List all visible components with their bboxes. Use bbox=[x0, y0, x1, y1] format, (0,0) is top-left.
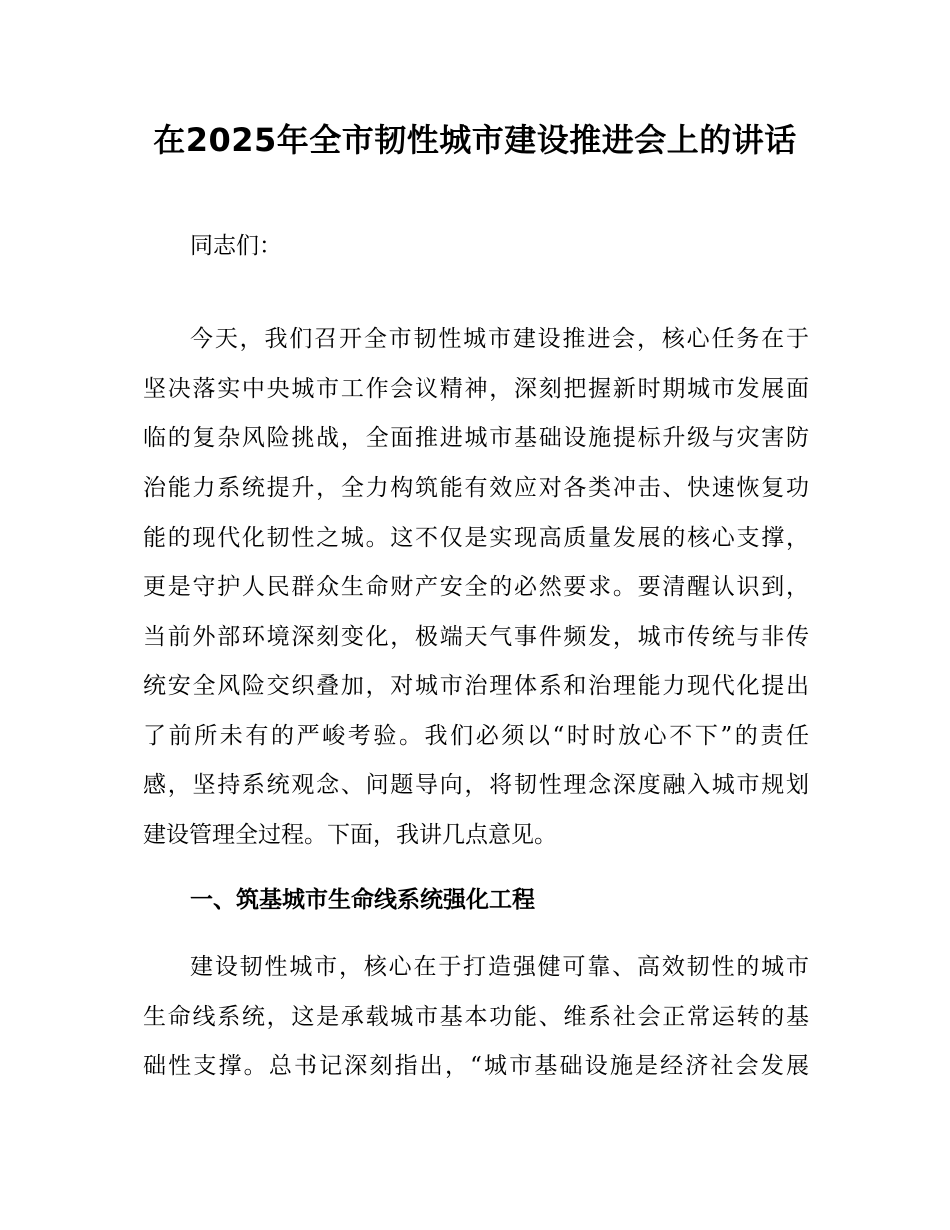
paragraph-line: 当前外部环境深刻变化，极端天气事件频发，城市传统与非传 bbox=[143, 624, 809, 650]
paragraph-line: 生命线系统，这是承载城市基本功能、维系社会正常运转的基 bbox=[143, 1004, 809, 1030]
paragraph-line: 今天，我们召开全市韧性城市建设推进会，核心任务在于 bbox=[190, 326, 809, 352]
paragraph-line: 了前所未有的严峻考验。我们必须以“时时放心不下”的责任 bbox=[143, 723, 809, 749]
paragraph-line: 能的现代化韧性之城。这不仅是实现高质量发展的核心支撑， bbox=[143, 525, 809, 551]
section-heading: 一、筑基城市生命线系统强化工程 bbox=[190, 887, 535, 913]
paragraph-line: 感，坚持系统观念、问题导向，将韧性理念深度融入城市规划 bbox=[143, 772, 809, 798]
paragraph-line: 坚决落实中央城市工作会议精神，深刻把握新时期城市发展面 bbox=[143, 376, 809, 402]
paragraph-line: 临的复杂风险挑战，全面推进城市基础设施提标升级与灾害防 bbox=[143, 425, 809, 451]
paragraph-line: 统安全风险交织叠加，对城市治理体系和治理能力现代化提出 bbox=[143, 673, 809, 699]
paragraph-line: 更是守护人民群众生命财产安全的必然要求。要清醒认识到， bbox=[143, 574, 809, 600]
paragraph-line: 建设管理全过程。下面，我讲几点意见。 bbox=[143, 822, 557, 848]
salutation: 同志们： bbox=[190, 233, 282, 259]
document-title: 在2025年全市韧性城市建设推进会上的讲话 bbox=[153, 121, 797, 159]
paragraph-line: 础性支撑。总书记深刻指出，“城市基础设施是经济社会发展 bbox=[143, 1053, 809, 1079]
paragraph-line: 治能力系统提升，全力构筑能有效应对各类冲击、快速恢复功 bbox=[143, 475, 809, 501]
paragraph-line: 建设韧性城市，核心在于打造强健可靠、高效韧性的城市 bbox=[190, 954, 809, 980]
